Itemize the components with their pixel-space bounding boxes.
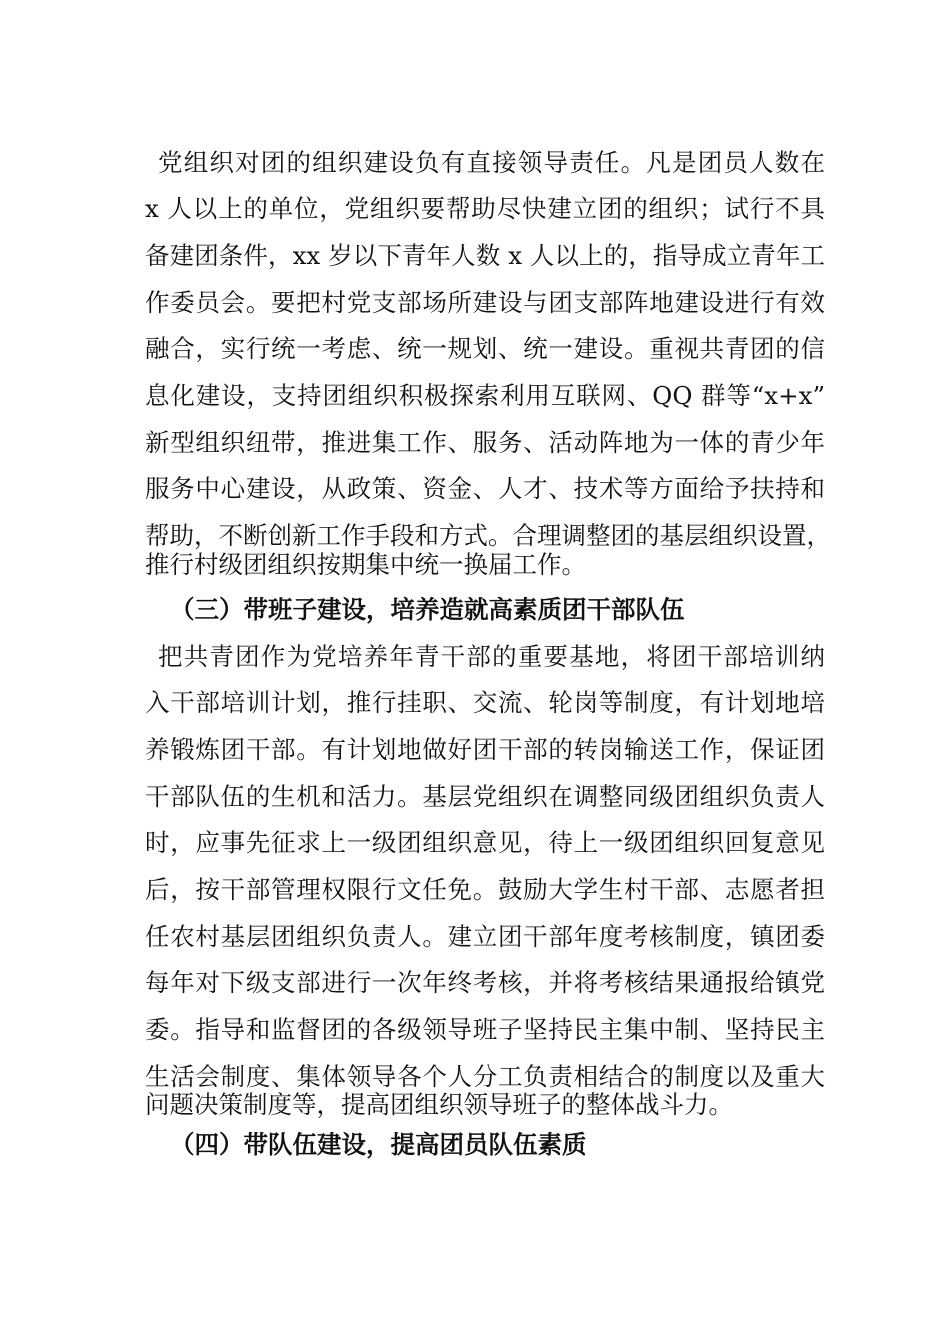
paragraph-2-line-11: 问题决策制度等，提高团组织领导班子的整体战斗力。	[145, 1090, 733, 1119]
paragraph-1-line-10: 推行村级团组织按期集中统一换届工作。	[145, 550, 586, 579]
paragraph-2-line-10: 生活会制度、集体领导各个人分工负责相结合的制度以及重大	[145, 1062, 825, 1091]
paragraph-2-line-3: 养锻炼团干部。有计划地做好团干部的转岗输送工作，保证团	[145, 735, 825, 764]
paragraph-1-line-1: 党组织对团的组织建设负有直接领导责任。凡是团员人数在	[158, 148, 825, 177]
paragraph-1-line-4: 作委员会。要把村党支部场所建设与团支部阵地建设进行有效	[145, 288, 825, 317]
paragraph-2-line-2: 入干部培训计划，推行挂职、交流、轮岗等制度，有计划地培	[145, 688, 825, 717]
paragraph-1-line-6: 息化建设，支持团组织积极探索利用互联网、QQ 群等“x+x”	[145, 381, 825, 410]
paragraph-2-line-1: 把共青团作为党培养年青干部的重要基地，将团干部培训纳	[158, 642, 825, 671]
paragraph-2-line-5: 时，应事先征求上一级团组织意见，待上一级团组织回复意见	[145, 828, 825, 857]
section-heading-3: （三）带班子建设，培养造就高素质团干部队伍	[170, 595, 685, 624]
paragraph-1-line-9: 帮助，不断创新工作手段和方式。合理调整团的基层组织设置，	[145, 521, 831, 550]
paragraph-2-line-4: 干部队伍的生机和活力。基层党组织在调整同级团组织负责人	[145, 782, 825, 811]
paragraph-2-line-8: 每年对下级支部进行一次年终考核，并将考核结果通报给镇党	[145, 968, 825, 997]
paragraph-1-line-7: 新型组织纽带，推进集工作、服务、活动阵地为一体的青少年	[145, 428, 825, 457]
section-heading-4: （四）带队伍建设，提高团员队伍素质	[170, 1130, 587, 1159]
paragraph-1-line-2: x 人以上的单位，党组织要帮助尽快建立团的组织；试行不具	[145, 194, 825, 223]
paragraph-1-line-8: 服务中心建设，从政策、资金、人才、技术等方面给予扶持和	[145, 474, 825, 503]
paragraph-1-line-3: 备建团条件，xx 岁以下青年人数 x 人以上的，指导成立青年工	[145, 241, 825, 270]
paragraph-2-line-9: 委。指导和监督团的各级领导班子坚持民主集中制、坚持民主	[145, 1015, 825, 1044]
paragraph-2-line-7: 任农村基层团组织负责人。建立团干部年度考核制度，镇团委	[145, 922, 825, 951]
paragraph-2-line-6: 后，按干部管理权限行文任免。鼓励大学生村干部、志愿者担	[145, 875, 825, 904]
paragraph-1-line-5: 融合，实行统一考虑、统一规划、统一建设。重视共青团的信	[145, 334, 825, 363]
